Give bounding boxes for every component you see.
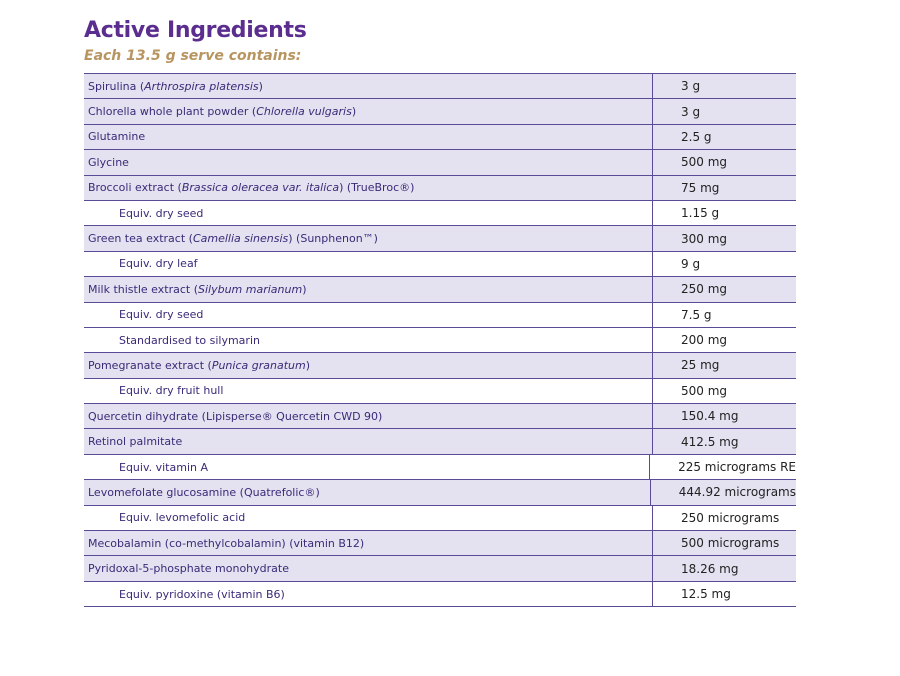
page-title: Active Ingredients <box>84 18 307 43</box>
ingredient-amount: 200 mg <box>681 333 728 348</box>
ingredient-name-text: Glycine <box>88 155 129 169</box>
ingredient-name <box>84 150 653 174</box>
ingredient-name-text: ) <box>302 282 307 296</box>
ingredient-name-text: Green tea extract ( <box>88 232 193 246</box>
ingredient-amount: 3 g <box>681 104 701 119</box>
ingredient-name-text: Equiv. vitamin A <box>119 460 208 474</box>
ingredient-amount: 250 mg <box>681 282 728 297</box>
page-subtitle: Each 13.5 g serve contains: <box>84 48 302 64</box>
ingredient-name <box>84 353 653 377</box>
ingredient-name-text: Equiv. pyridoxine (vitamin B6) <box>119 587 285 601</box>
ingredient-name-text: Spirulina ( <box>88 79 145 93</box>
ingredient-name-text: Pyridoxal-5-phosphate monohydrate <box>88 562 289 576</box>
ingredient-name-text: Retinol palmitate <box>88 435 183 449</box>
ingredient-row <box>84 556 796 581</box>
ingredient-name <box>84 252 653 276</box>
ingredient-amount: 250 micrograms <box>681 510 780 525</box>
ingredient-name-text: Milk thistle extract ( <box>88 282 198 296</box>
ingredient-amount: 225 micrograms RE <box>678 460 796 475</box>
ingredient-amount: 18.26 mg <box>681 561 739 576</box>
ingredient-name <box>84 125 653 149</box>
ingredient-name <box>84 201 653 225</box>
ingredient-name-italic: Chlorella vulgaris <box>256 105 352 119</box>
ingredient-name-text: Quercetin dihydrate (Lipisperse® Quercetin CWD 90) <box>88 409 383 423</box>
equivalent-row <box>84 252 796 277</box>
equivalent-row <box>84 201 796 226</box>
ingredient-row <box>84 150 796 175</box>
ingredient-name-text: Pomegranate extract ( <box>88 358 212 372</box>
ingredient-amount: 412.5 mg <box>681 434 739 449</box>
equivalent-row <box>84 303 796 328</box>
ingredient-row <box>84 429 796 454</box>
ingredient-amount: 1.15 g <box>681 206 720 221</box>
ingredient-name <box>84 455 650 479</box>
ingredient-name <box>84 379 653 403</box>
ingredient-row <box>84 125 796 150</box>
ingredient-name-text: ) <box>305 358 310 372</box>
ingredient-name <box>84 99 653 123</box>
ingredient-row <box>84 353 796 378</box>
ingredient-amount: 3 g <box>681 79 701 94</box>
ingredient-name <box>84 176 653 200</box>
ingredient-name-italic: Punica granatum <box>211 358 306 372</box>
ingredient-amount: 444.92 micrograms <box>678 485 796 500</box>
ingredient-name-text: Equiv. dry seed <box>119 206 204 220</box>
ingredient-name <box>84 277 653 301</box>
ingredient-amount: 300 mg <box>681 231 728 246</box>
ingredient-name-italic: Brassica oleracea var. italica <box>181 181 340 195</box>
ingredients-table <box>84 73 796 607</box>
ingredient-amount: 7.5 g <box>681 307 712 322</box>
ingredient-amount: 500 mg <box>681 155 728 170</box>
ingredient-name-text: ) (Sunphenon™) <box>288 232 378 246</box>
ingredient-name-text: Glutamine <box>88 130 146 144</box>
ingredient-amount: 75 mg <box>681 180 720 195</box>
ingredient-name <box>84 480 651 504</box>
ingredient-name <box>84 74 653 98</box>
equivalent-row <box>84 506 796 531</box>
ingredient-name-text: ) <box>258 79 263 93</box>
ingredient-name-italic: Silybum marianum <box>197 282 303 296</box>
ingredient-name-text: Equiv. levomefolic acid <box>119 511 246 525</box>
ingredient-row <box>84 404 796 429</box>
ingredient-name-text: Standardised to silymarin <box>119 333 260 347</box>
equivalent-row <box>84 455 796 480</box>
ingredient-name-italic: Arthrospira platensis <box>144 79 259 93</box>
ingredient-name <box>84 556 653 580</box>
ingredient-row <box>84 277 796 302</box>
ingredient-amount: 25 mg <box>681 358 720 373</box>
ingredient-amount: 500 micrograms <box>681 536 780 551</box>
ingredient-row <box>84 480 796 505</box>
ingredient-row <box>84 226 796 251</box>
ingredient-name <box>84 506 653 530</box>
ingredient-amount: 2.5 g <box>681 129 712 144</box>
ingredient-row <box>84 74 796 99</box>
ingredient-name <box>84 328 653 352</box>
ingredient-name-text: Broccoli extract ( <box>88 181 182 195</box>
equivalent-row <box>84 328 796 353</box>
ingredient-amount: 9 g <box>681 256 701 271</box>
ingredient-row <box>84 176 796 201</box>
ingredient-name-text: ) (TrueBroc®) <box>339 181 415 195</box>
ingredient-amount: 150.4 mg <box>681 409 739 424</box>
ingredient-name <box>84 582 653 606</box>
ingredient-name-text: ) <box>351 105 357 119</box>
ingredient-amount: 12.5 mg <box>681 587 731 601</box>
equivalent-row <box>84 379 796 404</box>
ingredient-row <box>84 531 796 556</box>
equivalent-row <box>84 582 796 607</box>
ingredient-name <box>84 429 653 453</box>
ingredient-name-text: Chlorella whole plant powder ( <box>88 105 257 119</box>
ingredient-name-text: Mecobalamin (co-methylcobalamin) (vitamin B12) <box>88 536 365 550</box>
ingredient-amount: 500 mg <box>681 383 728 398</box>
ingredient-name-text: Levomefolate glucosamine (Quatrefolic®) <box>88 485 320 499</box>
ingredient-name <box>84 404 653 428</box>
ingredient-name <box>84 226 653 250</box>
ingredient-name <box>84 303 653 327</box>
ingredient-row <box>84 99 796 124</box>
ingredient-name-text: Equiv. dry fruit hull <box>119 384 224 398</box>
ingredient-name-text: Equiv. dry seed <box>119 308 204 322</box>
ingredient-name-text: Equiv. dry leaf <box>119 257 198 271</box>
ingredient-name-italic: Camellia sinensis <box>192 232 289 246</box>
ingredient-name <box>84 531 653 555</box>
